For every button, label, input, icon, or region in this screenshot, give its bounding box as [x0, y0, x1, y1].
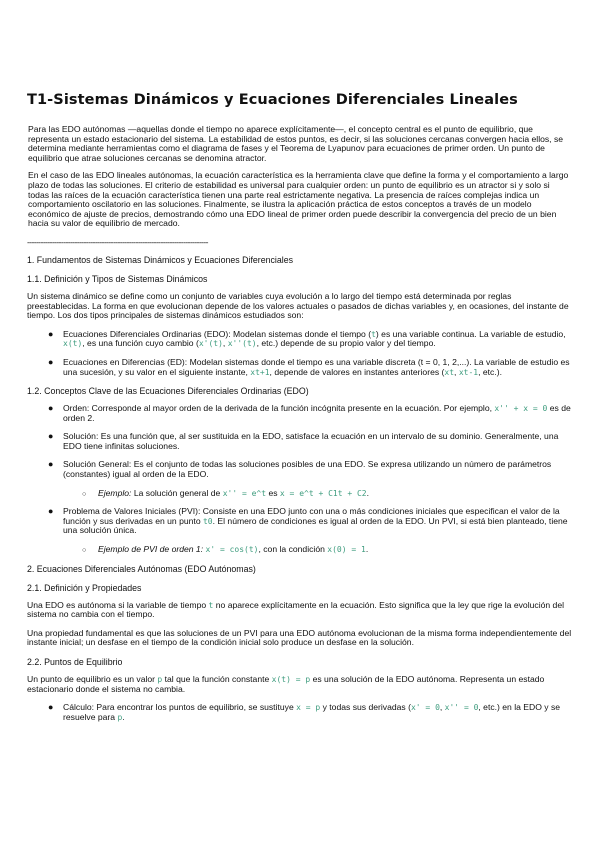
- item-text: es de orden 2.: [63, 403, 571, 423]
- item-text: ,: [222, 338, 228, 349]
- list-item-ejemplo: [27, 489, 573, 499]
- inline-code: x' = 0: [410, 703, 440, 713]
- separator-line: --------------------------------------------------------------------------------: [27, 236, 208, 247]
- inline-code: xt-1: [458, 367, 479, 377]
- inline-code: x = p: [296, 703, 321, 713]
- list-item-pvi: [27, 507, 573, 536]
- inline-code: x = e^t + C1t + C2: [279, 488, 367, 498]
- section-2-heading: 2. Ecuaciones Diferenciales Autónomas (EDO Autónomas): [27, 563, 256, 574]
- item-text: Orden: Corresponde al mayor orden de la derivada de la función incógnita presente en la ecuación. Por ejemplo,: [63, 403, 495, 414]
- item-text: , etc.) en la EDO y se resuelve para: [63, 702, 561, 722]
- item-text: , es una función cuyo cambio (: [82, 338, 199, 349]
- section-2-2-heading: 2.2. Puntos de Equilibrio: [27, 657, 123, 667]
- bullet-icon: ●: [48, 431, 54, 442]
- item-text: .: [122, 711, 125, 722]
- section-2-1-paragraph-2: Una propiedad fundamental es que las soluciones de un PVI para una EDO autónoma evolucionan de la misma forma independientemente del instante inicial; un desfase en el tiempo de la condición inicial solo produce un desfase en la solución.: [27, 627, 572, 648]
- inline-code: x' = cos(t): [205, 545, 259, 555]
- paragraph-text: tal que la función constante: [162, 674, 272, 684]
- inline-code: x'' = e^t: [222, 488, 267, 498]
- bullet-icon: ●: [48, 328, 54, 339]
- paragraph-text: es una solución de la EDO autónoma. Representa un estado estacionario donde el sistema no cambia.: [27, 674, 545, 694]
- inline-code: t0: [202, 516, 213, 526]
- inline-code: t: [371, 329, 376, 339]
- list-item-calculo: [27, 703, 573, 722]
- intro-paragraph-1: Para las EDO autónomas —aquellas donde el tiempo no aparece explícitamente—, el concepto central es el punto de equilibrio, que representa un estado estacionario del sistema. La estabilidad de estos puntos, es decir, si las soluciones cercanas convergen hacia ellos, se determina mediante herramientas como el diagrama de fases y el Teorema de Lyapunov para ecuaciones de primer orden. Un punto de equilibrio que atrae soluciones cercanas se denomina atractor.: [28, 124, 564, 163]
- item-text: Solución: Es una función que, al ser sustituida en la EDO, satisface la ecuación en un intervalo de su dominio. Generalmente, una EDO tiene infinitas soluciones.: [63, 431, 559, 451]
- bullet-icon: ●: [48, 459, 54, 470]
- list-item-ejemplo-pvi: [27, 545, 573, 555]
- item-text: , depende de valores en instantes anteriores (: [269, 366, 445, 377]
- section-1-2-heading: 1.2. Conceptos Clave de las Ecuaciones Diferenciales Ordinarias (EDO): [27, 386, 309, 397]
- item-text: Solución General: Es el conjunto de todas las soluciones posibles de una EDO. Se expresa utilizando un número de parámetros (constantes) igual al orden de la EDO.: [63, 459, 552, 480]
- example-label: Ejemplo de PVI de orden 1:: [98, 544, 204, 555]
- paragraph-text: no aparece explícitamente en la ecuación. Esto significa que la ley que rige la evolución del sistema no cambia con el tiempo.: [27, 599, 565, 620]
- bullet-icon: ●: [48, 403, 54, 414]
- list-item-orden: [27, 404, 573, 423]
- item-text: , con la condición: [258, 544, 328, 555]
- inline-code: x'' = 0: [444, 703, 479, 713]
- section-1-1-paragraph: Un sistema dinámico se define como un conjunto de variables cuya evolución a lo largo del tiempo está determinada por reglas preestablecidas. La forma en que evolucionan depende de los valores actuales o pasados de dichas variables y, en ocasiones, del instante de tiempo. Los dos tipos principales de sistemas dinámicos estudiados son:: [27, 290, 569, 321]
- item-text: Problema de Valores Iniciales (PVI): Consiste en una EDO junto con una o más condiciones iniciales que especifican el valor de la función y sus derivadas en un punto: [63, 506, 560, 526]
- inline-code: x(t): [63, 339, 83, 349]
- item-text: , etc.) depende de su propio valor y del tiempo.: [256, 338, 436, 349]
- item-text: , etc.).: [478, 366, 502, 377]
- equilibrium-list: [27, 703, 573, 722]
- bullet-icon: ●: [48, 506, 54, 517]
- list-item-ed: [27, 358, 573, 377]
- item-text: La solución general de: [131, 487, 223, 498]
- paragraph-text: Una EDO es autónoma si la variable de tiempo: [27, 599, 209, 610]
- item-text: ,: [439, 702, 445, 713]
- bullet-icon: ●: [48, 702, 54, 713]
- item-text: ) es una variable continua. La variable de estudio,: [375, 328, 566, 339]
- item-text: . El número de condiciones es igual al orden de la EDO. Un PVI, si está bien planteado, tiene una solución única.: [63, 515, 568, 536]
- inline-code: xt+1: [250, 367, 270, 377]
- concepts-list: [27, 404, 573, 555]
- inline-code: p: [157, 675, 163, 684]
- inline-code: x(t) = p: [271, 675, 311, 684]
- item-text: es: [266, 487, 280, 498]
- list-item-edo: [27, 330, 573, 349]
- section-2-2-paragraph: [27, 675, 573, 694]
- section-1-1-heading: 1.1. Definición y Tipos de Sistemas Dinámicos: [27, 273, 208, 284]
- bullet-icon: ●: [48, 356, 54, 367]
- item-text: y todas sus derivadas (: [320, 702, 411, 713]
- list-item-solucion: [27, 432, 573, 451]
- hollow-bullet-icon: ○: [82, 547, 87, 555]
- item-text: Ecuaciones Diferenciales Ordinarias (EDO): Modelan sistemas donde el tiempo (: [63, 328, 372, 339]
- section-1-heading: 1. Fundamentos de Sistemas Dinámicos y Ecuaciones Diferenciales: [27, 254, 293, 265]
- item-text: Cálculo: Para encontrar los puntos de equilibrio, se sustituye: [63, 702, 297, 713]
- item-text: .: [366, 487, 370, 498]
- inline-code: p: [117, 712, 123, 722]
- list-item-solucion-general: [27, 460, 573, 479]
- example-label: Ejemplo:: [98, 487, 132, 498]
- item-text: ,: [454, 366, 459, 377]
- section-2-1-heading: 2.1. Definición y Propiedades: [27, 582, 142, 593]
- inline-code: xt: [444, 367, 455, 377]
- item-text: .: [365, 544, 369, 555]
- inline-code: x'' + x = 0: [494, 404, 548, 414]
- inline-code: x''(t): [227, 339, 257, 349]
- inline-code: x'(t): [198, 339, 223, 349]
- section-2-1-paragraph-1: [27, 601, 573, 620]
- paragraph-text: Un punto de equilibrio es un valor: [27, 674, 158, 684]
- intro-paragraph-2: En el caso de las EDO lineales autónomas, la ecuación característica es la herramienta clave que define la forma y el comportamiento a largo plazo de todas las soluciones. El criterio de estabilidad es universal para cualquier orden: un punto de equilibrio es un atractor si y solo si todas las raíces de la ecuación característica tienen una parte real estrictamente negativa. La presencia de raíces complejas indica un comportamiento oscilatorio en las soluciones. Finalmente, se ilustra la aplicación práctica de estos conceptos a través de un modelo económico de ajuste de precios, demostrando cómo una EDO lineal de primer orden puede describir la convergencia del precio de un bien hacia su valor de equilibrio de mercado.: [28, 170, 569, 229]
- item-text: Ecuaciones en Diferencias (ED): Modelan sistemas donde el tiempo es una variable discreta (t = 0, 1, 2,...). La variable de estudio es una sucesión, y su valor en el siguiente instante,: [63, 356, 570, 377]
- document-title: T1-Sistemas Dinámicos y Ecuaciones Diferenciales Lineales: [27, 92, 518, 108]
- hollow-bullet-icon: ○: [82, 490, 87, 498]
- types-list: [27, 330, 573, 377]
- document-page: [27, 92, 573, 731]
- inline-code: t: [208, 600, 214, 610]
- inline-code: x(0) = 1: [327, 545, 366, 555]
